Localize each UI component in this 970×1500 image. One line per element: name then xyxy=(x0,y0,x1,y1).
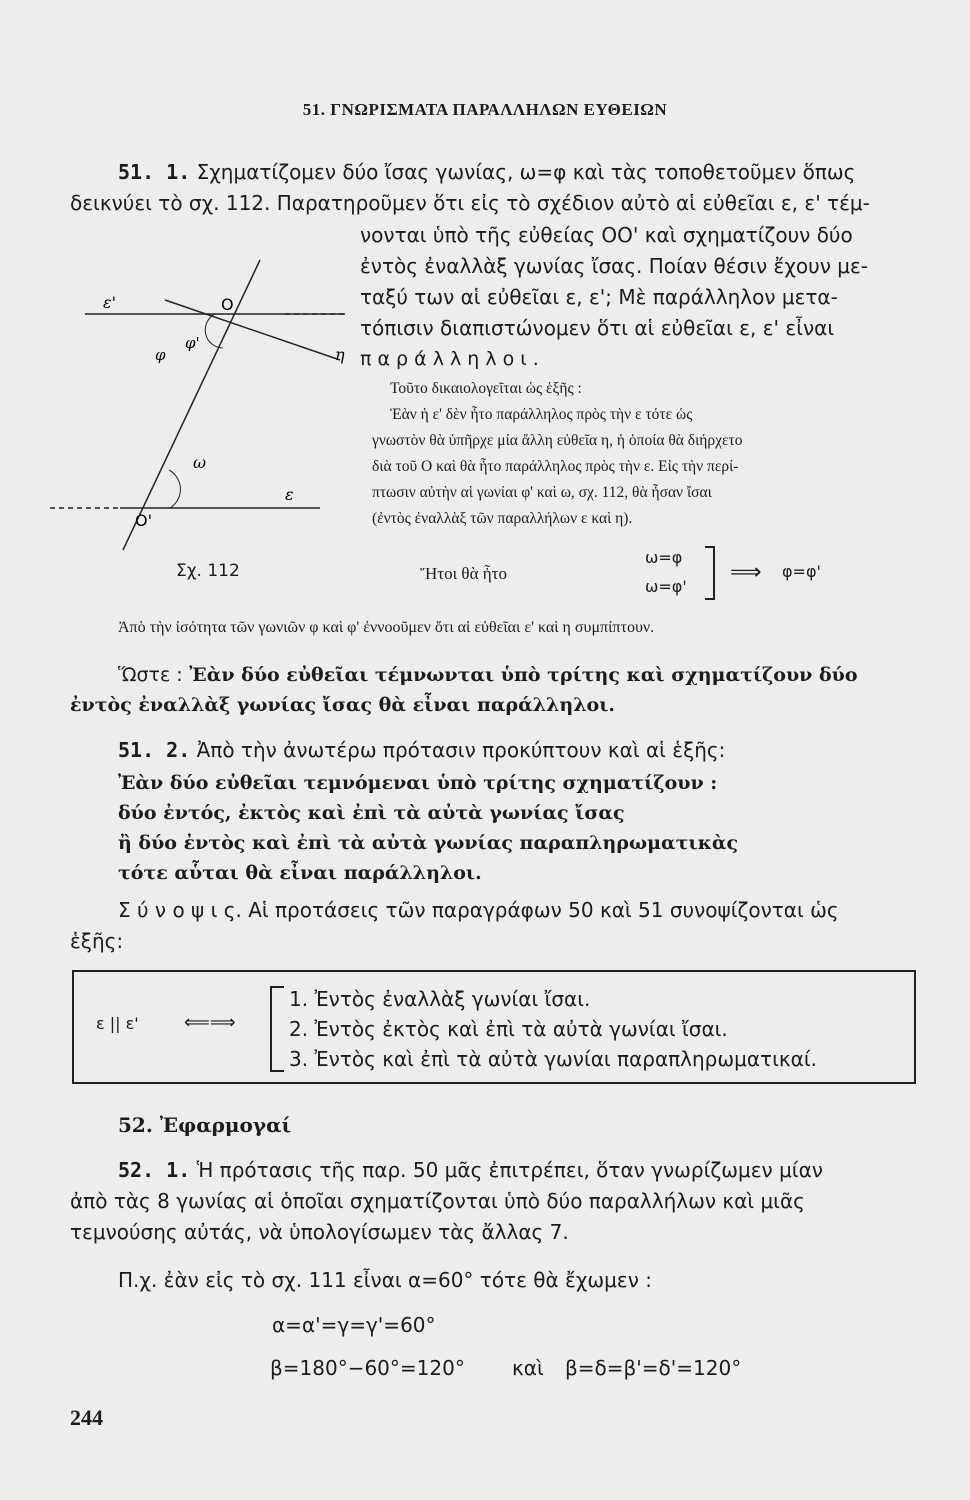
bold-line: Ἐὰν δύο εὐθεῖαι τεμνόμεναι ὑπὸ τρίτης σχηματίζουν : xyxy=(118,772,718,794)
bracket xyxy=(270,986,284,1072)
label-omega: ω xyxy=(193,453,207,472)
proof-line: (ἐντὸς ἐναλλὰξ τῶν παραλλήλων ε καὶ η). xyxy=(372,510,633,527)
proof-line: Τοῦτο δικαιολογεῖται ὡς ἑξῆς : xyxy=(390,380,582,397)
section-number: 51. 2. xyxy=(118,738,191,762)
text-line: ἐντὸς ἐναλλὰξ γωνίας ἴσας. Ποίαν θέσιν ἔχουν με- xyxy=(360,254,868,278)
text-line: π α ρ ά λ λ η λ ο ι . xyxy=(360,348,539,370)
figure-112 xyxy=(45,250,375,560)
text-line: τόπισιν διαπιστώνομεν ὅτι αἱ εὐθεῖαι ε, ε' εἶναι xyxy=(360,316,835,340)
proof-line: διὰ τοῦ Ο καὶ θὰ ἦτο παράλληλος πρὸς τὴν ε. Εἰς τὴν περί- xyxy=(372,458,739,475)
paragraph-51-1-side xyxy=(360,220,920,375)
equation-omega-phi: ω=φ xyxy=(645,548,683,567)
brace xyxy=(705,546,715,600)
bold-line: δύο ἐντός, ἐκτὸς καὶ ἐπὶ τὰ αὐτὰ γωνίας ἴσας xyxy=(118,802,625,824)
bold-line: τότε αὗται θὰ εἶναι παράλληλοι. xyxy=(118,862,482,884)
figure-caption: Σχ. 112 xyxy=(176,561,240,581)
bold-statement xyxy=(118,768,918,888)
section-number: 51. 1. xyxy=(118,160,191,184)
proof-line: πτωσιν αὐτὴν αἱ γωνίαι φ' καὶ ω, σχ. 112, θὰ ἦσαν ἴσαι xyxy=(372,484,712,501)
text-line: ταξύ των αἱ εὐθεῖαι ε, ε'; Μὲ παράλληλον μετα- xyxy=(360,285,838,309)
equation-omega-phi-prime: ω=φ' xyxy=(645,577,687,596)
implies-arrow: ⟹ xyxy=(730,560,762,585)
synopsis-text: Αἱ προτάσεις τῶν παραγράφων 50 καὶ 51 συνοψίζονται ὡς xyxy=(248,898,839,922)
paragraph-text: Σχηματίζομεν δύο ἴσας γωνίας, ω=φ καὶ τὰς τοποθετοῦμεν ὅπως xyxy=(196,160,856,184)
transversal-OO xyxy=(123,260,260,550)
paragraph-52-1-line2: ἀπὸ τὰς 8 γωνίας αἱ ὁποῖαι σχηματίζονται ὑπὸ δύο παραλλήλων καὶ μιᾶς xyxy=(70,1189,805,1213)
paragraph-text: Ἡ πρότασις τῆς παρ. 50 μᾶς ἐπιτρέπει, ὅταν γνωρίζωμεν μίαν xyxy=(196,1158,823,1182)
and-word: καὶ xyxy=(512,1356,544,1380)
label-e: ε xyxy=(285,485,294,504)
conclusion-line: Ἀπὸ τὴν ἰσότητα τῶν γωνιῶν φ καὶ φ' ἐννοοῦμεν ὅτι αἱ εὐθεῖαι ε' καὶ η συμπίπτουν. xyxy=(118,619,655,636)
equivalence-arrow: ⟸⟹ xyxy=(184,1012,236,1033)
theorem-line2: ἐντὸς ἐναλλὰξ γωνίας ἴσας θὰ εἶναι παράλληλοι. xyxy=(70,694,615,716)
proof-line: Ἐὰν ἡ ε' δὲν ἦτο παράλληλος πρὸς τὴν ε τότε ὡς xyxy=(390,406,693,423)
synopsis-end: ἑξῆς: xyxy=(70,929,124,953)
synopsis-line xyxy=(118,895,938,926)
bold-line: ἢ δύο ἐντὸς καὶ ἐπὶ τὰ αὐτὰ γωνίας παραπληρωματικὰς xyxy=(118,832,739,854)
label-phi-prime: φ' xyxy=(185,334,200,352)
label-e-prime: ε' xyxy=(103,293,116,312)
section-number: 52. 1. xyxy=(118,1158,191,1182)
theorem-line1 xyxy=(118,660,918,690)
theorem-text: Ἐὰν δύο εὐθεῖαι τέμνωνται ὑπὸ τρίτης καὶ σχηματίζουν δύο xyxy=(189,664,858,686)
paragraph-text: Ἀπὸ τὴν ἀνωτέρω πρότασιν προκύπτουν καὶ αἱ ἑξῆς: xyxy=(196,738,726,762)
paragraph-52-1-line3: τεμνούσης αὐτάς, νὰ ὑπολογίσωμεν τὰς ἄλλας 7. xyxy=(70,1220,569,1244)
summary-item-1: 1. Ἐντὸς ἐναλλὰξ γωνίαι ἴσαι. xyxy=(289,987,591,1011)
equation-alpha: α=α'=γ=γ'=60° xyxy=(272,1313,436,1337)
page-header: 51. ΓΝΩΡΙΣΜΑΤΑ ΠΑΡΑΛΛΗΛΩΝ ΕΥΘΕΙΩΝ xyxy=(302,100,668,119)
angle-omega-arc xyxy=(169,470,180,508)
parallel-symbol: ε || ε' xyxy=(96,1014,139,1033)
equation-beta: β=180°−60°=120° xyxy=(270,1356,465,1380)
summary-item-2: 2. Ἐντὸς ἐκτὸς καὶ ἐπὶ τὰ αὐτὰ γωνίαι ἴσαι. xyxy=(289,1017,728,1041)
theorem-lead: Ὥστε : xyxy=(118,664,183,686)
label-O: O xyxy=(221,295,234,314)
paragraph-51-1-line2: δεικνύει τὸ σχ. 112. Παρατηροῦμεν ὅτι εἰς τὸ σχέδιον αὐτὸ αἱ εὐθεῖαι ε, ε' τέμ- xyxy=(70,191,870,215)
paragraph-52-1-line1 xyxy=(118,1155,918,1186)
equation-beta-delta: β=δ=β'=δ'=120° xyxy=(565,1356,742,1380)
label-eta: η xyxy=(335,345,345,364)
example-line: Π.χ. ἐὰν εἰς τὸ σχ. 111 εἶναι α=60° τότε θὰ ἔχωμεν : xyxy=(118,1268,652,1292)
hence-label: Ἤτοι θὰ ἦτο xyxy=(420,564,507,583)
synopsis-label: Σ ύ ν ο ψ ι ς. xyxy=(118,898,242,922)
proof-block xyxy=(372,376,930,532)
label-phi: φ xyxy=(155,346,166,364)
proof-line: γνωστὸν θὰ ὑπῆρχε μία ἄλλη εὐθεῖα η, ἡ ὁποία θὰ διήρχετο xyxy=(372,432,743,449)
paragraph-51-1-line1 xyxy=(118,157,918,188)
section-52-title: 52. Ἐφαρμογαί xyxy=(118,1113,292,1137)
page-number: 244 xyxy=(70,1405,103,1430)
text-line: νονται ὑπὸ τῆς εὐθείας ΟΟ' καὶ σχηματίζουν δύο xyxy=(360,223,853,247)
paragraph-51-2 xyxy=(118,735,918,766)
summary-item-3: 3. Ἐντὸς καὶ ἐπὶ τὰ αὐτὰ γωνίαι παραπληρωματικαί. xyxy=(289,1047,817,1071)
equation-phi-phi-prime: φ=φ' xyxy=(782,562,821,581)
label-O-prime: O' xyxy=(135,511,152,530)
summary-box xyxy=(72,970,916,1084)
